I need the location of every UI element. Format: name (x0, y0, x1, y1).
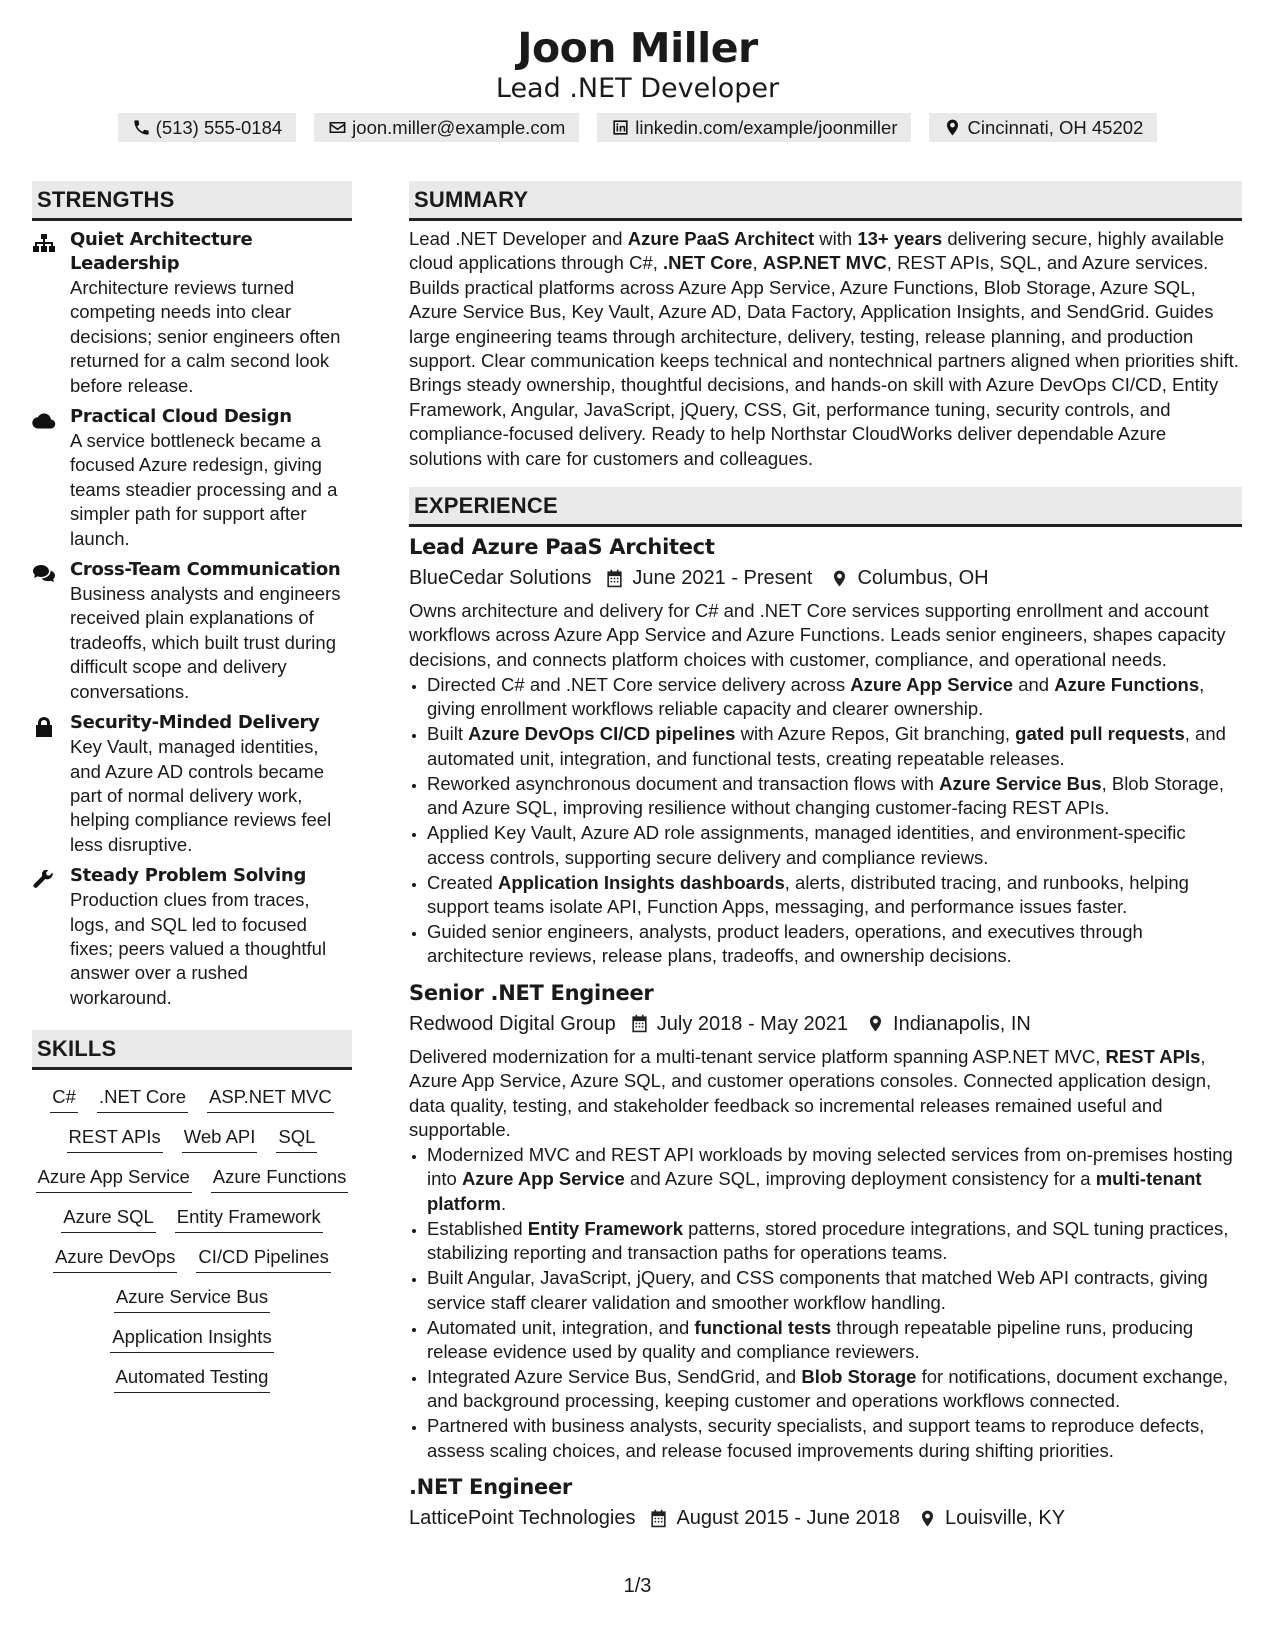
summary-text (409, 227, 1242, 471)
experience-heading: EXPERIENCE (409, 487, 1242, 527)
list-item (427, 1266, 1242, 1315)
text-run: Integrated Azure Service Bus, SendGrid, and (427, 1365, 802, 1387)
skill-tag: CI/CD Pipelines (196, 1244, 331, 1273)
strength-item (32, 407, 352, 551)
job-company: Redwood Digital Group (409, 1012, 616, 1035)
candidate-title: Lead .NET Developer (495, 73, 780, 104)
bold-text: Azure App Service (461, 1168, 625, 1190)
wrench-icon (32, 870, 56, 890)
text-run: , REST APIs, SQL, and Azure services. Builds practical platforms across Azure App Service, Azure Functions, Blob Storage, Azure SQL, Azure Service Bus, Key Vault, Azure AD, Data Factory, Application Insights, and SendGrid. Guides large engineering teams through architecture, delivery, testing, release planning, and production support. Clear communication keeps technical and nontechnical partners aligned when priorities shift. Brings steady ownership, thoughtful decisions, and hands-on skill with Azure DevOps CI/CD, Entity Framework, Angular, JavaScript, jQuery, CSS, Git, performance tuning, security controls, and compliance-focused delivery. Ready to help Northstar CloudWorks deliver dependable Azure solutions with care for customers and colleagues. (409, 252, 1239, 469)
job-dates: June 2021 - Present (632, 567, 813, 590)
strength-title: Security-Minded Delivery (70, 712, 320, 734)
text-run: Modernized MVC and REST API workloads by moving selected services from on-premises hosting into (427, 1143, 1233, 1190)
calendar-icon (605, 569, 624, 588)
bold-text: gated pull requests (1015, 723, 1185, 745)
strength-title: Practical Cloud Design (70, 406, 292, 428)
list-item (427, 722, 1242, 771)
right-column (409, 181, 1242, 1532)
text-run: Directed C# and .NET Core service delivery across (427, 673, 851, 695)
map-pin-icon (830, 569, 849, 588)
skill-row (61, 1204, 322, 1233)
cloud-icon (32, 411, 56, 431)
strength-title: Quiet Architecture Leadership (70, 229, 253, 274)
contact-linkedin[interactable] (597, 113, 911, 142)
bold-text: Azure DevOps CI/CD pipelines (468, 723, 736, 745)
job-dates: August 2015 - June 2018 (676, 1507, 900, 1530)
skill-tag: Azure Service Bus (114, 1284, 270, 1313)
bold-text: ASP.NET MVC (762, 252, 887, 274)
text-run: Applied Key Vault, Azure AD role assignments, managed identities, and environment-specific access controls, supporting secure delivery and compliance reviews. (427, 822, 1186, 868)
envelope-icon (328, 118, 347, 137)
bold-text: Entity Framework (527, 1217, 684, 1239)
strength-item (32, 866, 352, 1010)
bold-text: multi-tenant platform (427, 1168, 1202, 1214)
text-run: for notifications, document exchange, and background processing, keeping customer and operations workflows connected. (427, 1365, 1229, 1412)
bold-text: Azure App Service (850, 673, 1014, 695)
text-run: Delivered modernization for a multi-tenant service platform spanning ASP.NET MVC, (409, 1045, 1106, 1067)
text-run: and Azure SQL, improving deployment consistency for a (624, 1168, 1096, 1190)
map-pin-icon (918, 1509, 937, 1528)
job-bullets (409, 673, 1242, 969)
text-run: Established (427, 1217, 528, 1239)
skill-row (114, 1364, 271, 1393)
skill-row (67, 1124, 318, 1153)
skill-row (50, 1084, 333, 1113)
job-meta (409, 564, 1242, 592)
list-item (427, 920, 1242, 969)
job-location: Louisville, KY (944, 1507, 1066, 1530)
bold-text: .NET Core (663, 252, 753, 274)
skill-tag: Entity Framework (175, 1204, 323, 1233)
strength-item (32, 230, 352, 398)
calendar-icon (630, 1014, 649, 1033)
skill-tag: Automated Testing (114, 1364, 271, 1393)
skills-list (32, 1084, 352, 1393)
skill-tag: Application Insights (110, 1324, 273, 1353)
skill-row (36, 1164, 349, 1193)
strength-desc: Architecture reviews turned competing needs into clear decisions; senior engineers often returned for a calm second look before release. (70, 277, 341, 396)
job-meta (409, 1010, 1242, 1038)
strength-desc: A service bottleneck became a focused Azure redesign, giving teams steadier processing and a simpler path for support after launch. (70, 430, 338, 549)
job-title: .NET Engineer (409, 1475, 572, 1500)
job-location: Columbus, OH (857, 567, 989, 590)
text-run: delivering secure, highly available cloud applications through C#, (409, 228, 1225, 274)
linkedin-icon (611, 118, 630, 137)
bold-text: Azure Functions (1054, 673, 1200, 695)
contact-phone[interactable] (118, 113, 297, 142)
strength-title: Cross-Team Communication (70, 559, 341, 581)
strength-item (32, 713, 352, 857)
job-description (409, 599, 1242, 672)
list-item (427, 1143, 1242, 1216)
map-pin-icon (943, 118, 962, 137)
job-bullets (409, 1143, 1242, 1463)
job-entry (409, 979, 1242, 1463)
text-run: Reworked asynchronous document and transaction flows with (427, 772, 940, 794)
job-company: BlueCedar Solutions (409, 567, 592, 590)
resume-header (0, 0, 1275, 142)
list-item (427, 821, 1242, 870)
contact-phone-text: (513) 555-0184 (155, 116, 283, 138)
job-dates: July 2018 - May 2021 (656, 1012, 849, 1035)
candidate-name: Joon Miller (517, 24, 758, 72)
text-run: with Azure Repos, Git branching, (735, 723, 1016, 745)
contact-bar (0, 113, 1275, 142)
skill-tag: Azure App Service (36, 1164, 192, 1193)
bold-text: REST APIs (1105, 1045, 1201, 1067)
text-run: , giving enrollment workflows reliable capacity and clearer ownership. (427, 673, 1205, 720)
text-run: Lead .NET Developer and (409, 228, 628, 249)
text-run: , and automated unit, integration, and functional tests, creating repeatable releases. (427, 723, 1226, 769)
bold-text: Blob Storage (801, 1365, 917, 1387)
skill-tag: C# (50, 1084, 78, 1113)
list-item (427, 1414, 1242, 1463)
contact-location-text: Cincinnati, OH 45202 (967, 116, 1144, 138)
text-run: Guided senior engineers, analysts, product leaders, operations, and executives through architecture reviews, release plans, tradeoffs, and ownership decisions. (427, 920, 1143, 967)
page-number: 1/3 (623, 1575, 652, 1597)
contact-location[interactable] (929, 113, 1157, 142)
text-run: , (752, 252, 763, 274)
contact-email-text: joon.miller@example.com (352, 116, 566, 138)
list-item (427, 772, 1242, 821)
strength-desc: Production clues from traces, logs, and SQL led to focused fixes; peers valued a thoughtful answer over a rushed workaround. (70, 889, 327, 1008)
text-run: Automated unit, integration, and (427, 1316, 695, 1338)
skill-tag: Azure Functions (211, 1164, 349, 1193)
skill-tag: Azure SQL (61, 1204, 156, 1233)
strengths-heading: STRENGTHS (32, 181, 352, 221)
summary-heading: SUMMARY (409, 181, 1242, 221)
job-meta (409, 1504, 1242, 1532)
skill-row (53, 1244, 331, 1273)
org-chart-icon (32, 234, 56, 254)
text-run: Partnered with business analysts, security specialists, and support teams to reproduce defects, assess scaling choices, and release focused improvements during shifting priorities. (427, 1415, 1205, 1461)
text-run: patterns, stored procedure integrations, and SQL tuning practices, stabilizing reporting and transaction paths for operations teams. (427, 1217, 1229, 1264)
skill-row (114, 1284, 270, 1313)
list-item (427, 673, 1242, 722)
experience-list (409, 533, 1242, 1532)
text-run: , Azure App Service, Azure SQL, and customer operations consoles. Connected application design, data quality, testing, and stakeholder feedback so incremental releases remained useful and supportable. (409, 1045, 1212, 1140)
list-item (427, 1316, 1242, 1365)
bold-text: functional tests (694, 1316, 832, 1338)
text-run: , Blob Storage, and Azure SQL, improving resilience without changing customer-facing REST APIs. (427, 772, 1224, 819)
text-run: . (501, 1192, 507, 1214)
job-description (409, 1045, 1242, 1143)
skill-tag: Azure DevOps (53, 1244, 177, 1273)
text-run: with (814, 228, 858, 249)
map-pin-icon (866, 1014, 885, 1033)
skills-heading: SKILLS (32, 1030, 352, 1070)
job-title: Lead Azure PaaS Architect (409, 535, 715, 560)
job-company: LatticePoint Technologies (409, 1507, 636, 1530)
list-item (427, 871, 1242, 920)
skill-tag: REST APIs (67, 1124, 163, 1153)
bold-text: Application Insights dashboards (497, 871, 785, 893)
skill-tag: SQL (276, 1124, 317, 1153)
job-entry (409, 533, 1242, 969)
bold-text: 13+ years (857, 228, 943, 249)
phone-icon (132, 118, 151, 137)
skill-tag: ASP.NET MVC (207, 1084, 334, 1113)
text-run: through repeatable pipeline runs, producing release evidence used by quality and compliance reviewers. (427, 1316, 1194, 1362)
comments-icon (32, 564, 56, 584)
text-run: , alerts, distributed tracing, and runbooks, helping support teams isolate API, Function Apps, messaging, and performance issues faster. (427, 871, 1189, 917)
lock-icon (32, 717, 56, 737)
job-location: Indianapolis, IN (893, 1012, 1031, 1035)
text-run: Owns architecture and delivery for C# and .NET Core services supporting enrollment and account workflows across Azure App Service and Azure Functions. Leads senior engineers, shapes capacity decisions, and connects platform choices with customer, compliance, and operational needs. (409, 600, 1226, 670)
contact-linkedin-text: linkedin.com/example/joonmiller (635, 116, 898, 138)
skill-tag: Web API (182, 1124, 258, 1153)
skill-tag: .NET Core (97, 1084, 188, 1113)
text-run: Created (427, 871, 498, 893)
bold-text: Azure PaaS Architect (627, 228, 815, 249)
contact-email[interactable] (314, 113, 579, 142)
text-run: and (1013, 673, 1055, 695)
list-item (427, 1365, 1242, 1414)
text-run: Built (427, 723, 469, 745)
job-title: Senior .NET Engineer (409, 980, 654, 1005)
left-column (32, 181, 352, 1393)
text-run: Built Angular, JavaScript, jQuery, and CSS components that matched Web API contracts, giving service staff clearer validation and smoother workflow handling. (427, 1267, 1208, 1313)
bold-text: Azure Service Bus (939, 772, 1102, 794)
strength-item (32, 560, 352, 704)
strength-title: Steady Problem Solving (70, 865, 307, 887)
job-entry (409, 1473, 1242, 1532)
skill-row (110, 1324, 273, 1353)
strength-desc: Key Vault, managed identities, and Azure AD controls became part of normal delivery work, helping compliance reviews feel less disruptive. (70, 736, 332, 855)
list-item (427, 1217, 1242, 1266)
calendar-icon (649, 1509, 668, 1528)
strength-desc: Business analysts and engineers received plain explanations of tradeoffs, which built trust during difficult scope and delivery conversations. (70, 583, 341, 702)
